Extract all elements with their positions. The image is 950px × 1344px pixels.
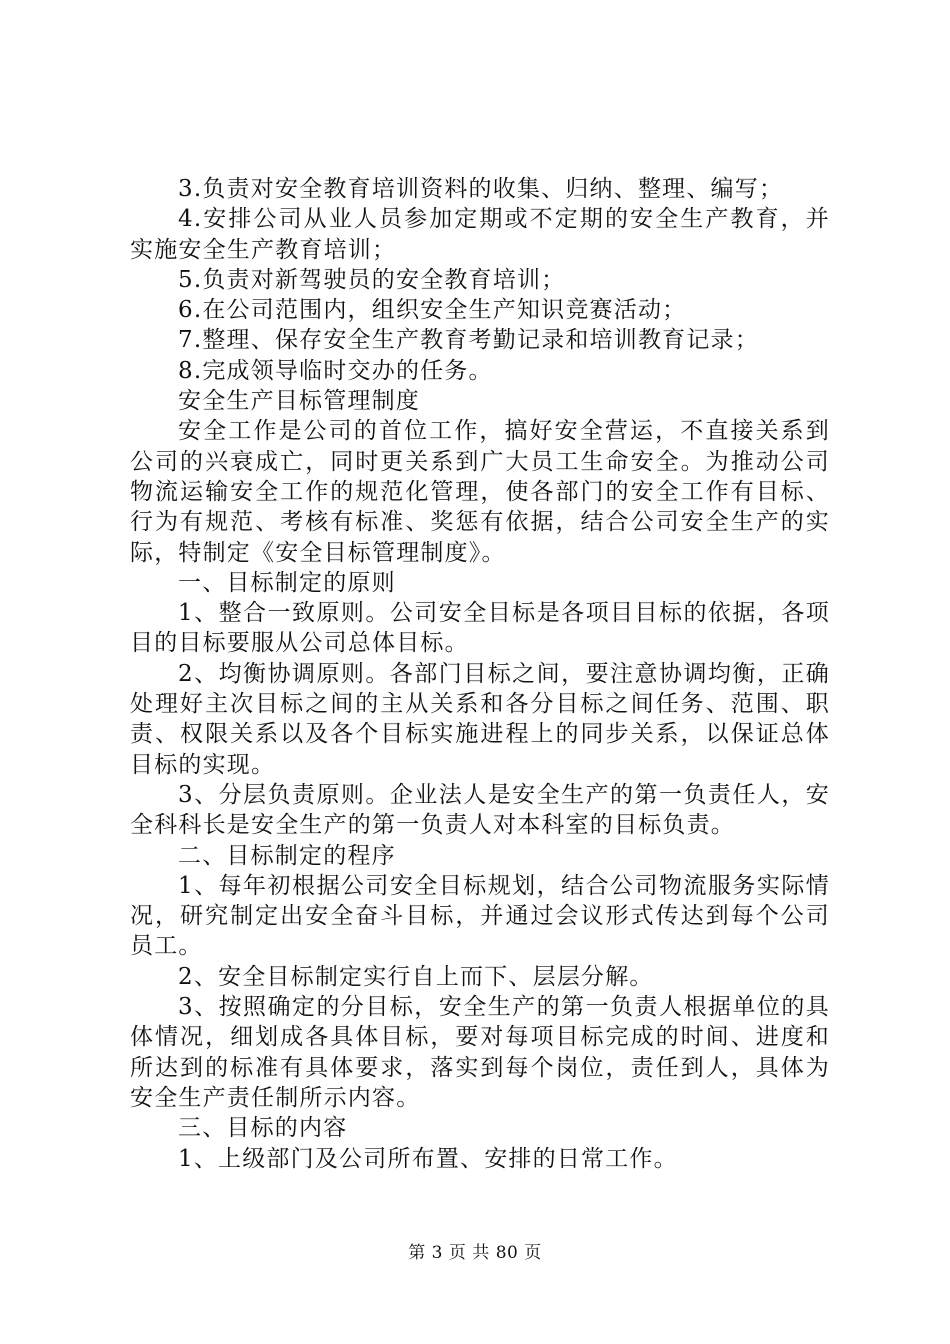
paragraph-2: 4.安排公司从业人员参加定期或不定期的安全生产教育，并实施安全生产教育培训； <box>130 206 830 263</box>
paragraph-procedure-2: 2、安全目标制定实行自上而下、层层分解。 <box>178 963 654 990</box>
paragraph-principle-1: 1、整合一致原则。公司安全目标是各项目目标的依据，各项目的目标要服从公司总体目标。 <box>130 600 830 657</box>
heading-principles: 一、目标制定的原则 <box>178 569 396 596</box>
section-title: 安全生产目标管理制度 <box>178 388 420 415</box>
paragraph-5: 7.整理、保存安全生产教育考勤记录和培训教育记录； <box>178 327 759 354</box>
paragraph-procedure-1: 1、每年初根据公司安全目标规划，结合公司物流服务实际情况，研究制定出安全奋斗目标，并通过会议形式传达到每个公司员工。 <box>130 872 830 960</box>
page-footer: 第 3 页 共 80 页 <box>408 1243 542 1263</box>
paragraph-procedure-3: 3、按照确定的分目标，安全生产的第一负责人根据单位的具体情况，细划成各具体目标，要对每项目标完成的时间、进度和所达到的标准有具体要求，落实到每个岗位，责任到人，具体为安全生产责任制所示内容。 <box>130 994 830 1111</box>
document-body <box>130 174 830 1174</box>
heading-content: 三、目标的内容 <box>178 1115 348 1142</box>
paragraph-principle-3: 3、分层负责原则。企业法人是安全生产的第一负责任人，安全科科长是安全生产的第一负责人对本科室的目标负责。 <box>130 781 830 839</box>
paragraph-content-1: 1、上级部门及公司所布置、安排的日常工作。 <box>178 1145 678 1172</box>
paragraph-principle-2: 2、均衡协调原则。各部门目标之间，要注意协调均衡，正确处理好主次目标之间的主从关系和各分目标之间任务、范围、职责、权限关系以及各个目标实施进程上的同步关系，以保证总体目标的实现。 <box>130 660 830 778</box>
paragraph-6: 8.完成领导临时交办的任务。 <box>178 357 493 384</box>
heading-procedure: 二、目标制定的程序 <box>178 842 396 869</box>
paragraph-3: 5.负责对新驾驶员的安全教育培训； <box>178 266 566 293</box>
paragraph-1: 3.负责对安全教育培训资料的收集、归纳、整理、编写； <box>178 176 784 202</box>
paragraph-4: 6.在公司范围内，组织安全生产知识竞赛活动； <box>178 297 687 324</box>
paragraph-intro: 安全工作是公司的首位工作，搞好安全营运，不直接关系到公司的兴衰成亡，同时更关系到广大员工生命安全。为推动公司物流运输安全工作的规范化管理，使各部门的安全工作有目标、行为有规范、考核有标准、奖惩有依据，结合公司安全生产的实际，特制定《安全目标管理制度》。 <box>130 418 830 566</box>
